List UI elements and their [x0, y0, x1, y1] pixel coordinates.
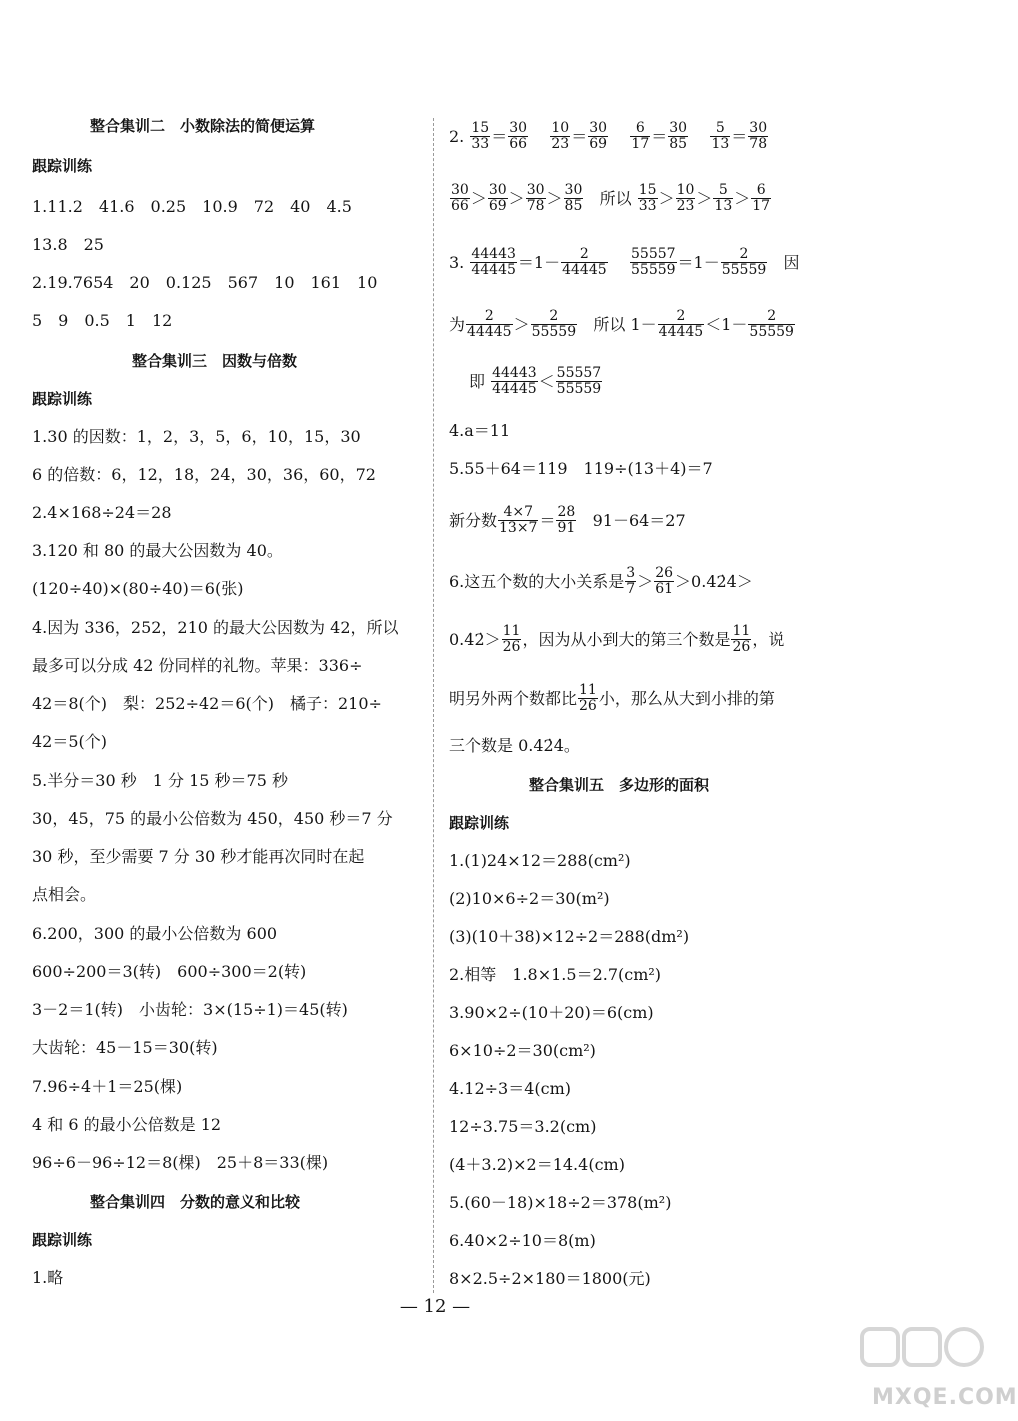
- answer-line-q6b: 0.4̇2̇＞ $\frac{11}{26}$ ，因为从小到大的第三个数是 $\frac{11}{26}$ ，说: [449, 623, 785, 655]
- fraction: $\frac{30}{78}$: [749, 120, 768, 152]
- answer-line: 12÷3.75＝3.2(cm): [449, 1117, 597, 1136]
- fraction: $\frac{10}{23}$: [676, 182, 695, 214]
- answer-line: 1.(1)24×12＝288(cm²): [449, 851, 631, 870]
- answer-line: (3)(10＋38)×12÷2＝288(dm²): [449, 927, 690, 946]
- fraction: $\frac{2}{55559}$: [531, 308, 577, 340]
- fraction: $\frac{6}{17}$: [631, 120, 650, 152]
- answer-line: 600÷200＝3(转) 600÷300＝2(转): [32, 962, 307, 981]
- answer-line: 最多可以分成 42 份同样的礼物。苹果：336÷: [32, 656, 363, 675]
- answer-line: 2.19.7654 20 0.125 567 10 161 10: [32, 273, 378, 292]
- answer-line: 5.(60－18)×18÷2＝378(m²): [449, 1193, 672, 1212]
- answer-line-q6: 6.这五个数的大小关系是 $\frac{3}{7}$ ＞ $\frac{26}{61}$ ＞0.42̇4̇＞: [449, 565, 753, 597]
- fraction: $\frac{30}{69}$: [589, 120, 608, 152]
- answer-line: 96÷6－96÷12＝8(棵) 25＋8＝33(棵): [32, 1153, 329, 1172]
- answer-line: 4.12÷3＝4(cm): [449, 1079, 572, 1098]
- answer-line: 8×2.5÷2×180＝1800(元): [449, 1269, 651, 1288]
- fraction: $\frac{28}{91}$: [557, 504, 576, 536]
- answer-line: 3－2＝1(转) 小齿轮：3×(15÷1)＝45(转): [32, 1000, 348, 1019]
- fraction: $\frac{30}{66}$: [451, 182, 469, 214]
- answer-line-q2-compare: $\frac{30}{66}$ ＞ $\frac{30}{69}$ ＞ $\frac{30}{78}$ ＞ $\frac{30}{85}$ 所以 $\frac{15}{33}$ ＞ $\frac{10}{23}$ ＞ $\frac{5}{13}$ ＞ $\frac{6}{17}$: [449, 179, 772, 218]
- answer-line: 2.相等 1.8×1.5＝2.7(cm²): [449, 965, 662, 984]
- answer-line-q3b: 为 $\frac{2}{44445}$ ＞ $\frac{2}{55559}$ 所以 1－ $\frac{2}{44445}$ ＜1－ $\frac{2}{55559}$: [449, 308, 794, 340]
- fraction: $\frac{10}{23}$: [551, 120, 570, 152]
- answer-line: 6.200，300 的最小公倍数为 600: [32, 924, 278, 943]
- answer-line: 3.90×2÷(10＋20)＝6(cm): [449, 1003, 654, 1022]
- answer-line: 2.4×168÷24＝28: [32, 503, 172, 522]
- answer-line: 30，45，75 的最小公倍数为 450，450 秒＝7 分: [32, 809, 393, 828]
- fraction: $\frac{2}{55559}$: [749, 308, 794, 340]
- answer-line: 三个数是 0.42̇4̇。: [449, 736, 580, 755]
- answer-line: 3.120 和 80 的最大公因数为 40。: [32, 541, 283, 560]
- fraction: $\frac{2}{44445}$: [658, 308, 704, 340]
- answer-line: 6 的倍数：6，12，18，24，30，36，60，72: [32, 465, 376, 484]
- answer-line: 1.30 的因数：1，2，3，5，6，10，15，30: [32, 427, 361, 446]
- fraction: $\frac{30}{78}$: [526, 182, 545, 214]
- answer-line-q3c: 即 $\frac{44443}{44445}$ ＜ $\frac{55557}{55559}$: [469, 365, 602, 397]
- answer-line: 13.8 25: [32, 235, 104, 254]
- answer-line: (2)10×6÷2＝30(m²): [449, 889, 610, 908]
- fraction: $\frac{2}{44445}$: [467, 308, 512, 340]
- question-number: 3.: [449, 252, 465, 272]
- practice-heading: 跟踪训练: [32, 157, 93, 175]
- question-number: 2.: [449, 126, 465, 146]
- fraction: $\frac{30}{85}$: [564, 182, 583, 214]
- fraction: $\frac{15}{33}$: [471, 120, 490, 152]
- answer-line: 5 9 0.5 1 12: [32, 311, 173, 330]
- answer-line: 7.96÷4＋1＝25(棵): [32, 1077, 183, 1096]
- practice-heading: 跟踪训练: [32, 390, 93, 408]
- answer-line-q3: 3. $\frac{44443}{44445}$ ＝1－ $\frac{2}{44445}$ $\frac{55557}{55559}$ ＝1－ $\frac{2}{55559}$ 因: [449, 243, 800, 282]
- answer-line: 4.a＝11: [449, 421, 511, 440]
- answer-line: 30 秒，至少需要 7 分 30 秒才能再次同时在起: [32, 847, 365, 866]
- answer-line: 42＝5(个): [32, 732, 108, 751]
- answer-line: 5.半分＝30 秒 1 分 15 秒＝75 秒: [32, 771, 288, 790]
- fraction: $\frac{4\times 7}{13\times 7}$: [499, 504, 538, 536]
- answer-line: 1.略: [32, 1268, 64, 1287]
- practice-heading: 跟踪训练: [449, 814, 510, 832]
- answer-line-q2: 2. $\frac{15}{33}$ ＝ $\frac{30}{66}$ $\frac{10}{23}$ ＝ $\frac{30}{69}$ $\frac{6}{17}$ ＝ $\frac{30}{85}$ $\frac{5}{13}$ ＝ $\frac{30}{78}$: [449, 117, 769, 156]
- fraction: $\frac{3}{7}$: [626, 565, 636, 597]
- fraction: $\frac{44443}{44445}$: [492, 365, 537, 397]
- section-title-5: 整合集训五 多边形的面积: [529, 776, 710, 794]
- answer-line: 5.55＋64＝119 119÷(13＋4)＝7: [449, 459, 713, 478]
- answer-line: (120÷40)×(80÷40)＝6(张): [32, 579, 244, 598]
- fraction: $\frac{26}{61}$: [655, 565, 674, 597]
- fraction: $\frac{11}{26}$: [502, 623, 521, 655]
- page-number: — 12 —: [399, 1296, 471, 1317]
- fraction: $\frac{55557}{55559}$: [631, 246, 676, 278]
- answer-line: (4＋3.2)×2＝14.4(cm): [449, 1155, 625, 1174]
- answer-line: 1.11.2 41.6 0.25 10.9 72 40 4.5: [32, 197, 352, 216]
- fraction: $\frac{55557}{55559}$: [556, 365, 602, 397]
- section-title-2: 整合集训二 小数除法的简便运算: [90, 117, 316, 135]
- fraction: $\frac{2}{55559}$: [721, 246, 767, 278]
- fraction: $\frac{30}{85}$: [669, 120, 688, 152]
- fraction: $\frac{11}{26}$: [732, 623, 751, 655]
- answer-line: 大齿轮：45－15＝30(转): [32, 1038, 218, 1057]
- answer-line: 42＝8(个) 梨：252÷42＝6(个) 橘子：210÷: [32, 694, 382, 713]
- fraction: $\frac{44443}{44445}$: [471, 246, 516, 278]
- fraction: $\frac{5}{13}$: [711, 120, 730, 152]
- fraction: $\frac{5}{13}$: [714, 182, 733, 214]
- answer-line-q5b: 新分数 $\frac{4\times 7}{13\times 7}$ ＝ $\frac{28}{91}$ 91－64＝27: [449, 504, 686, 536]
- column-divider: [433, 118, 434, 1293]
- fraction: $\frac{6}{17}$: [752, 182, 771, 214]
- fraction: $\frac{15}{33}$: [638, 182, 657, 214]
- fraction: $\frac{2}{44445}$: [562, 246, 607, 278]
- section-title-3: 整合集训三 因数与倍数: [132, 352, 298, 370]
- answer-line: 6.40×2÷10＝8(m): [449, 1231, 596, 1250]
- practice-heading: 跟踪训练: [32, 1231, 93, 1249]
- fraction: $\frac{30}{69}$: [488, 182, 507, 214]
- fraction: $\frac{11}{26}$: [579, 682, 597, 714]
- connector-text: 所以: [599, 188, 632, 208]
- watermark-text: MXQE.COM: [872, 1385, 1018, 1410]
- answer-line-q6c: 明另外两个数都比 $\frac{11}{26}$ 小，那么从大到小排的第: [449, 682, 775, 714]
- answer-line: 4.因为 336，252，210 的最大公因数为 42，所以: [32, 618, 399, 637]
- fraction: $\frac{30}{66}$: [509, 120, 528, 152]
- answer-line: 点相会。: [32, 885, 97, 904]
- section-title-4: 整合集训四 分数的意义和比较: [90, 1193, 301, 1211]
- answer-line: 6×10÷2＝30(cm²): [449, 1041, 596, 1060]
- answer-line: 4 和 6 的最小公倍数是 12: [32, 1115, 222, 1134]
